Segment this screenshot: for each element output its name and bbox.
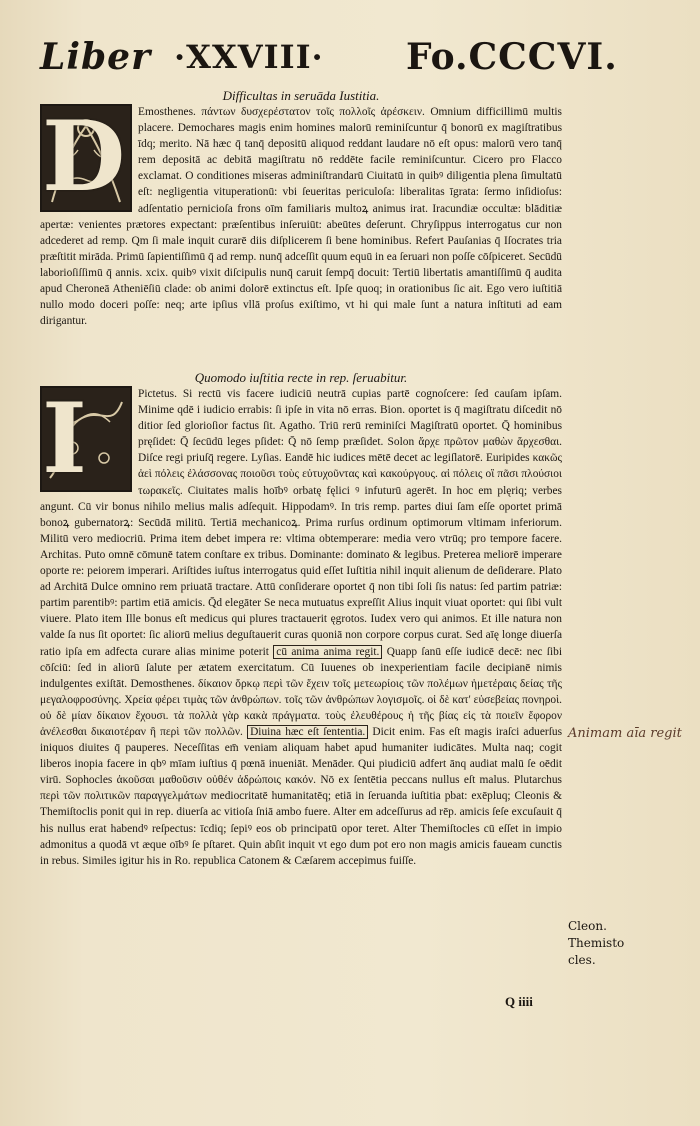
margin-note-animam: Animam aīa regit [568, 726, 682, 741]
section-text-difficultas [40, 104, 562, 329]
margin-note-cleon [568, 918, 624, 969]
paragraph-quomodo-mid: Quapp ſanū eſſe iudicē decē: nec ſibi cōſciū: ſed in aliorū ſalute per ætatem exercitatum. Cū Iuuenes ob inexperientiam facile decipianē nimis indulgentes exiſtāt. Demosthenes. δίκαιον ὅρκῳ περὶ τῶν ἔχειν τοῖς μετεωρίοις τῶν πολέμων ἡμετέραις δείας τῆς μεγαλοφροσύνης. Χρεία φέρει τιμὰς τῶν ἀνθρώπων. τοῖς τῶν ἀνθρώπων λογισμοῖς. οἱ δὲ κατ' εὐσεβείας πονηροὶ. οὐ δὲ μίαν δίκαιον ἔχουσι. τὰ πολλὰ γὰρ κακὰ πράγματα. τοὺς ἐλευθέρους ἡ τῆς βίας εἰς τὰ ποιεῖν ἔφορον ἀνέλεσθαι δικαιοτέραν ἢ περὶ τῶν πολλῶν. [40, 645, 562, 738]
section-quomodo [40, 370, 562, 869]
margin-note-cleon-line1: Cleon. [568, 919, 607, 933]
margin-note-cleon-line2: Themisto [568, 936, 625, 950]
woodcut-initial-e [40, 386, 132, 492]
header-folio: Fo.CCCVI. [406, 36, 618, 78]
section-title-difficultas: Difficultas in seruāda Iustitia. [222, 88, 380, 103]
running-header [40, 36, 618, 84]
section-difficultas [40, 88, 562, 329]
paragraph-difficultas: Emosthenes. πάντων δυσχερέστατον τοῖς πολλοῖς ἀρέσκειν. Omnium difficillimū multis placere. Demochares magis enim homines malorū reminiſcuntur q̄ bonorū ex magiſtratibus īdq; merito. Nā hæc q̄ tanq̄ depositū aliquod reddant laudare nō eſt opus: malorū vero tanq̄ rem depositā ac debitā magiſtratu nō reddēte facile reminiſcuntur. Cicero pro Flacco exclamat. O conditiones miseras adminiſtrandarū Ciuitatū in quibꝰ diligentia plena ſimultatū eſt: negligentia vituperationū: vbi ſeueritas periculoſa: liberalitas īgrata: ſermo inſidioſus: adſentatio pernicioſa frons oīm familiaris multoꝝ animus irat. Iracundiæ occultæ: blāditiæ apertæ: venientes prætores expectant: præſentibus inſeruiūt: abeūtes deſerunt. Chryſippus interrogatus cur non adcederet ad remp. Qm ſi male inquit curarē diis diſplicerem ſi bene hominibus. Refert Pauſanias q̄ Iſocrates tria præſtitit mirāda. Primū ſapientiſſimū q̄ ad remp. nunq̄ adceſſit quum equū in ea ſeruari non poſſe cōſpiceret. Secūdū laborioſiſſimū q̄ annis. xcix. quibꝰ vixit diſcipulis nunq̄ caruit ſempq̄ docuit: Tertiū libertatis amantiſſimū q̄ audita apud Cheroneā Atheniēſiū clade: ob animi dolorē extinctus eſt. Ipſe quoq; in orationibus ſic ait. Ego vero iuſtitiā nullo modo doceri poſſe: neq; arte ipſius vllā proſus exiſtimo, vt hi qui male ſunt a natura inſtituti ad eam dirigantur. [40, 106, 562, 328]
header-book-number: ·XXVIII· [174, 38, 324, 76]
paragraph-quomodo-end: Dicit enim. Fas eſt magis iraſci aduerſus iniquos diuites q̄ pauperes. Neceſſitas em̄ veniam aliquam habet apud humaniter iudicātes. Multa naq; cogit liberos inopia facere in qbꝰ mīam iuſtius q̄ pœnā inueniāt. Menāder. Qui piudiciū adfert ānq audiat malū ſe oēdit virū. Sophocles ἀκοῦσαι μαθοῦσιν οὐθέν ἀδρώποις κακόν. Nō ex ſentētia peccans nullus eſt malus. Plutarchus περὶ τῶν πολιτικῶν παραγγελμάτων mediocritatē humanitatēq; etiā in ſeruanda iuſtitia pbat: exēpluq; Cleonis & Themiſtoclis ponit qui in rep. diuerſa ac vitioſa ſniā ambo fuere. Alter em adceſſurus ad rēp. amicis ſeſe excuſauit q̄ his nullus erat habendꝰ reſpectus: īcdiq; ſepiꝰ eos ob principatū opor teret. Alter Themiſtocles cū eſſet in impio admonitus a quodā vt æque oībꝰ ſe pſtaret. Quin abſit inquit vt ego dum pot ero non magis amicis faueam cunctis in rebus. Similes igitur his in Ro. republica Catonem & Cæſarem accepimus fuiſſe. [40, 725, 563, 867]
margin-note-cleon-line3: cles. [568, 953, 596, 967]
initial-letter-d: D [42, 104, 126, 212]
paragraph-quomodo-intro: Pictetus. Si rectū vis facere iudiciū neutrā cupias partē cognoſcere: ſed cauſam ipſam. Minime qdē i iudicio errabis: ſi ipſe in vita nō erras. Bion. oportet is q̄ magiſtratu diſcedit nō ditior ſed glorioſior factus ſit. Agatho. Triū rerū reminiſci Magiſtratū oportet. Q̄ hominibus pręſidet: Q̄ ſecūdū leges pſidet: Q̄ nō ſemp præſidet. Solon ἄρχε πρῶτον μαθὼν ἄρχεσθαι. Diſce regi priuſq̄ regere. Lyſias. Eandē hic iudices mētē decet ac legiſlatorē. Euripides κακῶς ἀεὶ πόλεις ἐλάσσονας ποιοῦσι τοὺς εὐτυχοῦντας καὶ κακούργους. αἱ πόλεις οἳ πᾶσι πλούσιοι τωρακεῖς. Ciuitates malis hoībꝰ orbatę fęlici ꝰ infuturū agerēt. In hoc em plęriq; verbes angunt. Cū vir bonus nihilo melius malis adſequit. Hippodamꝰ. In tris remp. partes diui ſam eſſe oportet primā bonoꝝ gubernatorꝝ: Secūdā militū. Tertiā mechanicoꝝ. Prima rurſus ordinum optimorum vltimam inferiorum. Militū vero mediocriū. Prima item debet impera re: vltima obtemperare: media vero vtrūq; pro tempore facere. Architas. Puto omnē cōmunē tatem conſtare ex tribus. Dominante: dominato & legibus. Preterea meliorē imperare oporte re: peiorem imperari. Ariſtides iuſtus interrogatus quid eſſet Iuſtitia nihil inquit alienum de deſiderare. Plato ad Architā Dulce omnino rem priuatā tractare. Attū conſiderare oportet q̄ non tibi ſoli ſis natus: ſed partim patriæ: partim parentibꝰ: partim etiā amicis. Q̄d elegāter Se neca mutuatus expreſſit Alius inquit viuat oportet: qui ſibi vult viuere. Plato item Ille bonus eſt medicus qui plures tractauerit ęgrotos. Iudex vero qui animos. Et ille natura non valde ſa nus ſit oportet: ſic aliorū melius deguſtauerit curas quoniā non corpore corpus curat. Sed aīę longe diuerſa ratio ipſa em adfecta curare alias minime poterit [40, 388, 562, 658]
catchword-signature: Q iiii [505, 994, 533, 1009]
header-liber: Liber [40, 36, 152, 78]
section-text-quomodo [40, 386, 562, 869]
boxed-phrase-diuina: Diuina hæc eſt ſententia. [247, 725, 368, 739]
section-title-quomodo: Quomodo iuſtitia recte in rep. ſeruabitur. [194, 370, 408, 385]
woodcut-initial-d [40, 104, 132, 212]
initial-letter-i: I [42, 386, 87, 492]
boxed-phrase-anima: cū anima anima regit. [273, 645, 382, 659]
